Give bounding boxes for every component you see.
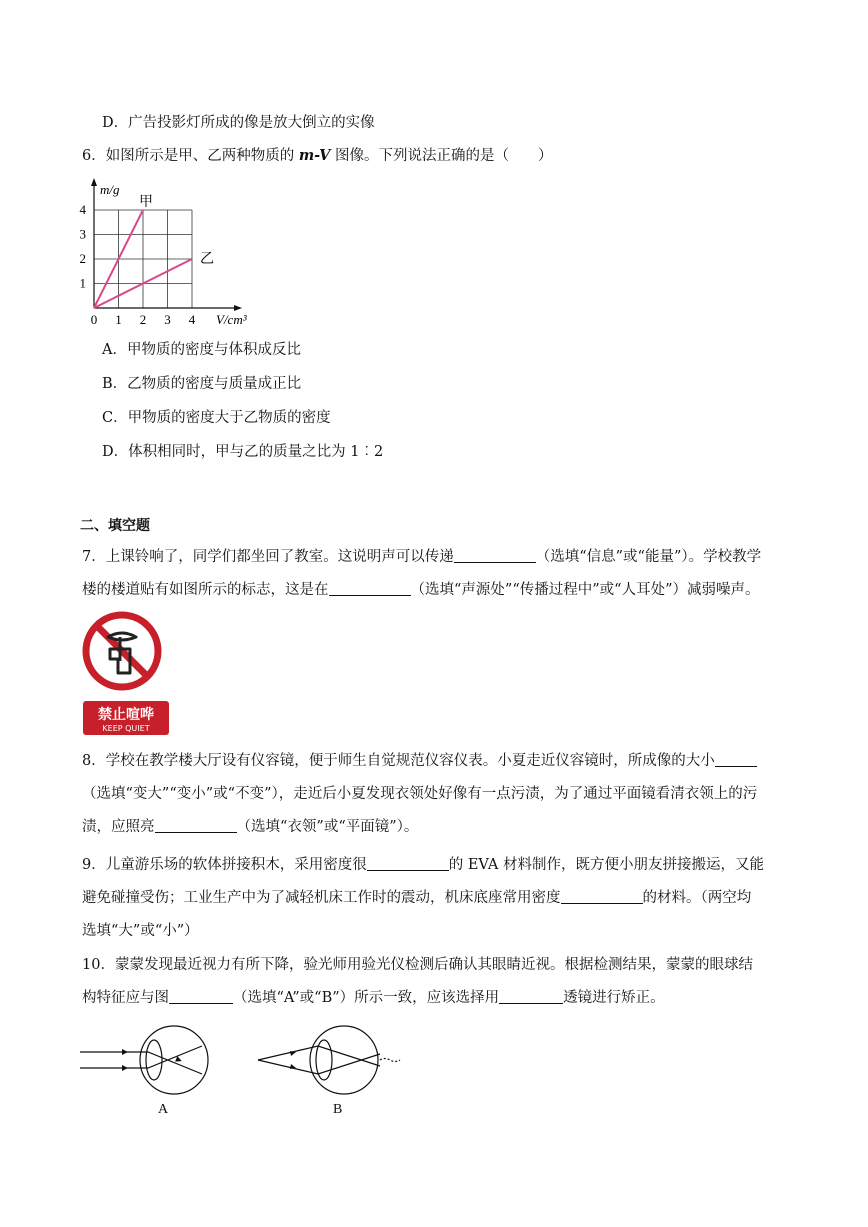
graph-grid (94, 210, 192, 308)
q8-blank-1[interactable] (715, 752, 757, 767)
diagram-label-b: B (333, 1102, 343, 1117)
section-title: 二、填空题 (80, 518, 150, 534)
x-tick-label: 4 (188, 312, 196, 327)
q9-blank-2[interactable] (561, 889, 643, 904)
x-tick-label: 3 (164, 312, 171, 327)
arrow-icon (122, 1049, 128, 1055)
q10-text-2c: 透镜进行矫正。 (563, 990, 665, 1006)
q6-stem (82, 146, 553, 166)
q10-text-2a: 构特征应与图 (82, 990, 169, 1006)
q6-stem-b: 图像。下列说法正确的是（ ） (330, 148, 553, 164)
q8-line-2: （选填“变大”“变小”或“不变”），走近后小夏发现衣领处好像有一点污渍，为了通过平面镜看清衣领上的污 (82, 786, 758, 802)
q9-line-3: 选填“大”或“小”） (82, 923, 199, 939)
eye-diagram-a (76, 1022, 216, 1102)
q9-text-1a: 9．儿童游乐场的软体拼接积木，采用密度很 (82, 857, 367, 873)
q7-text-2a: 楼的楼道贴有如图所示的标志，这是在 (82, 582, 329, 598)
q7-blank-2[interactable] (329, 581, 411, 596)
q8-blank-2[interactable] (155, 818, 237, 833)
q7-text-1a: 7．上课铃响了，同学们都坐回了教室。这说明声可以传递 (82, 549, 454, 565)
q6-stem-a: 6．如图所示是甲、乙两种物质的 (82, 148, 299, 164)
series-label: 甲 (139, 194, 153, 210)
q8-line-1 (82, 751, 757, 771)
q9-line-1 (82, 855, 764, 875)
q8-text-3b: （选填“衣领”或“平面镜”）。 (236, 819, 419, 835)
sign-text: 禁止喧哗 (98, 707, 154, 723)
q10-blank-1[interactable] (169, 989, 233, 1004)
q7-blank-1[interactable] (454, 548, 536, 563)
eyeball-icon (310, 1026, 378, 1094)
graph-axes (91, 178, 242, 311)
q8-line-3 (82, 817, 418, 837)
diagram-label-a: A (158, 1102, 169, 1117)
q5-option-d: D．广告投影灯所成的像是放大倒立的实像 (102, 115, 375, 131)
y-axis-label: m/g (100, 182, 120, 197)
q7-line-2 (82, 580, 759, 600)
lens-icon (146, 1040, 162, 1080)
q8-text-1a: 8．学校在教学楼大厅设有仪容镜，便于师生自觉规范仪容仪表。小夏走近仪容镜时，所成像的大小 (82, 753, 715, 769)
q6-option-b: B．乙物质的密度与质量成正比 (102, 376, 302, 392)
x-axis-label: V/cm³ (216, 312, 247, 327)
m-v-graph (72, 170, 272, 330)
q9-text-1b: 的 EVA 材料制作，既方便小朋友拼接搬运，又能 (448, 857, 764, 873)
sign-sub: KEEP QUIET (102, 724, 150, 733)
q7-text-1b: （选填“信息”或“能量”）。学校教学 (535, 549, 762, 565)
y-tick-label: 3 (79, 226, 86, 242)
y-tick-label: 1 (79, 275, 86, 291)
q6-option-d: D．体积相同时，甲与乙的质量之比为 1︰2 (102, 444, 384, 460)
y-axis-arrow (91, 178, 97, 186)
y-tick-label: 2 (79, 251, 86, 266)
eye-diagram-b (252, 1022, 412, 1102)
series-label: 乙 (200, 251, 214, 267)
x-tick-label: 0 (90, 312, 98, 327)
keep-quiet-sign (80, 609, 172, 737)
q7-line-1 (82, 547, 761, 567)
q7-text-2b: （选填“声源处”“传播过程中”或“人耳处”）减弱噪声。 (410, 582, 760, 598)
q9-text-2b: 的材料。（两空均 (642, 890, 752, 906)
q10-line-1: 10．蒙蒙发现最近视力有所下降，验光师用验光仪检测后确认其眼睛近视。根据检测结果，蒙蒙的眼球结 (82, 957, 753, 973)
q9-line-2 (82, 888, 751, 908)
graph-labels (80, 182, 248, 327)
q10-text-2b: （选填“A”或“B”）所示一致，应该选择用 (233, 990, 500, 1006)
q8-text-3a: 渍，应照亮 (82, 819, 155, 835)
q6-option-c: C．甲物质的密度大于乙物质的密度 (102, 410, 331, 426)
q10-line-2 (82, 988, 665, 1008)
q9-blank-1[interactable] (367, 856, 449, 871)
y-tick-label: 4 (79, 202, 86, 217)
arrow-icon (122, 1065, 128, 1071)
q9-text-2a: 避免碰撞受伤；工业生产中为了减轻机床工作时的震动，机床底座常用密度 (82, 890, 561, 906)
q10-blank-2[interactable] (499, 989, 563, 1004)
eyeball-icon (140, 1026, 208, 1094)
x-axis-arrow (234, 305, 242, 311)
q6-option-a: A．甲物质的密度与体积成反比 (102, 342, 301, 358)
x-tick-label: 2 (139, 312, 147, 327)
q6-stem-var: m-V (298, 147, 331, 164)
arrow-icon (175, 1056, 183, 1064)
x-tick-label: 1 (115, 312, 122, 327)
